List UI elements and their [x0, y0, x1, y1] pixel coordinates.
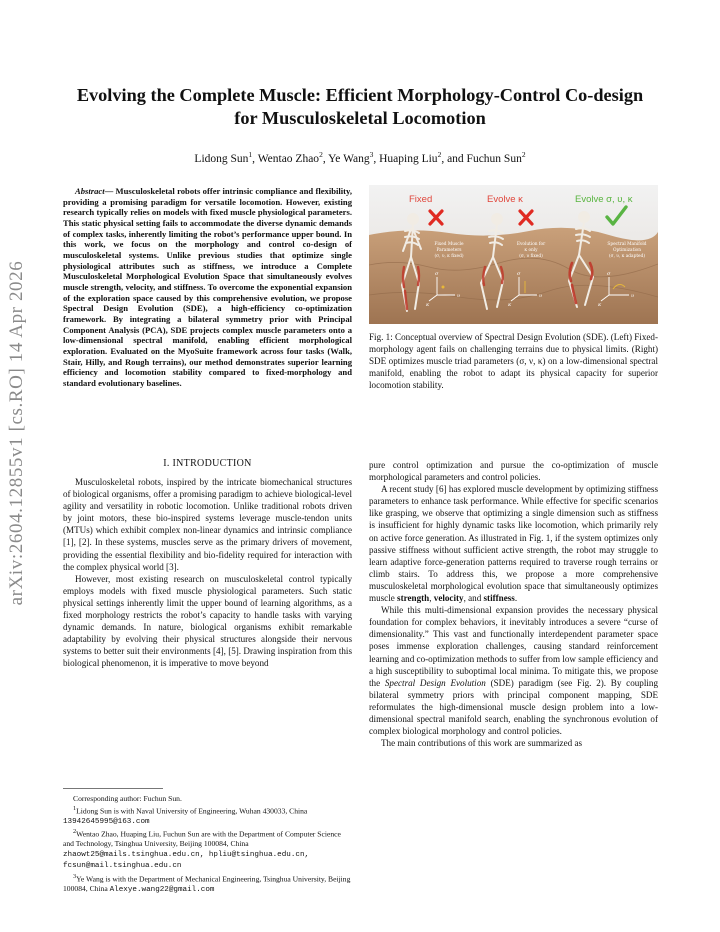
footnote-2: $^2$Wentao Zhao, Huaping Liu, Fuchun Sun are with the Department of Computer Science and Technology, Tsinghua University, Beijing 100084, China zhaowt25@mails.tsinghua.edu.cn, hpliu@tsinghua.edu.cn, fcsun@mail.tsinghua.edu.cn — [63, 828, 341, 871]
footnote-rule — [63, 788, 163, 789]
footnote-3-text: Ye Wang is with the Department of Mechanical Engineering, Tsinghua University, Beijing 100084, China — [63, 874, 351, 893]
figure-1 — [369, 185, 658, 324]
figure-1-caption: Fig. 1: Conceptual overview of Spectral Design Evolution (SDE). (Left) Fixed-morphology agent fails on challenging terrains due to physical limits. (Right) SDE optimizes muscle triad parameters (σ, ν, κ) on a low-dimensional spectral manifold, enabling the robot to adapt its physical capacity for superior locomotion stability. — [369, 332, 658, 391]
author-separator: , — [373, 152, 380, 165]
author-name: Lidong Sun — [194, 152, 249, 165]
intro-paragraph: Musculoskeletal robots, inspired by the intricate biomechanical structures of biological organisms, offer a promising paradigm to achieve biological-level agility and versatility in robotic locomotion. Unlike traditional robots driven by joint motors, these bio-inspired systems leverage muscle-tendon units (MTUs) which exhibit complex non-linear dynamics and intrinsic compliance [1], [2]. In these systems, muscles serve as the primary drivers of movement, providing the essential flexibility and bio-fidelity required for interaction with the complex physical world [3]. — [63, 477, 352, 572]
body-paragraph: A recent study [6] has explored muscle development by optimizing stiffness parameters to enhance task performance. While effective for specific scenarios like grasping, we observe that optimizing a single dimension such as stiffness is insufficient for highly dynamic tasks like locomotion, which primarily rely on active force generation. As illustrated in Fig. 1, if the system optimizes only passive stiffness without sufficient active strength, the robot may struggle to learn adaptive force-generation patterns required to traverse rough terrains or climb stairs. To address this, we propose a more comprehensive musculoskeletal morphological evolution space that simultaneously optimizes muscle strength, velocity, and stiffness. — [369, 484, 658, 604]
author-list — [60, 150, 660, 165]
box-text: (σ, υ, κ fixed) — [434, 254, 464, 259]
box-text: Optimization — [612, 248, 642, 253]
figure-label-fixed: Fixed — [409, 194, 433, 205]
author-name: Wentao Zhao — [257, 152, 320, 165]
author-affiliation: 1 — [248, 150, 253, 159]
box-text: Fixed Muscle — [434, 242, 464, 247]
axis-label: κ — [508, 302, 512, 308]
info-box-fixed — [434, 242, 464, 259]
author-affiliation: 2 — [521, 150, 526, 159]
author-name: Fuchun Sun — [466, 152, 522, 165]
axis-label: κ — [598, 302, 602, 308]
abstract — [63, 186, 352, 388]
axis-label: υ — [457, 293, 461, 299]
title-line-2: for Musculoskeletal Locomotion — [234, 108, 486, 128]
box-text: κ only — [524, 248, 538, 253]
footnote-2-text: Wentao Zhao, Huaping Liu, Fuchun Sun are with the Department of Computer Science and Technology, Tsinghua University, Beijing 100084, China — [63, 829, 341, 849]
author-separator: , and — [441, 152, 467, 165]
author-name: Ye Wang — [328, 152, 370, 165]
box-text: (σ, υ fixed) — [519, 254, 543, 259]
box-text: Parameters — [436, 248, 462, 253]
info-box-evolved — [607, 242, 646, 259]
axis-label: κ — [426, 302, 430, 308]
footnote-2-emails[interactable]: zhaowt25@mails.tsinghua.edu.cn, hpliu@tsinghua.edu.cn, fcsun@mail.tsinghua.edu.cn — [63, 850, 310, 871]
author-affiliation: 3 — [369, 150, 374, 159]
emphasis-stiffness: stiffness — [483, 593, 515, 604]
footnote-3: $^3$Ye Wang is with the Department of Mechanical Engineering, Tsinghua University, Beijing 100084, China Alexye.wang22@gmail.com — [63, 872, 351, 894]
footnote-3-email[interactable]: Alexye.wang22@gmail.com — [109, 885, 215, 894]
paper-title — [60, 84, 660, 130]
abstract-text: — Musculoskeletal robots offer intrinsic compliance and flexibility, providing a promising paradigm for versatile locomotion. However, existing research typically relies on models with fixed muscle physiological parameters. This static physical setting fails to accommodate the diverse dynamic demands of complex tasks, inherently limiting the robot’s performance upper bound. In this work, we focus on the morphology and control co-design of musculoskeletal systems. Unlike previous studies that optimize single physiological attributes such as stiffness, we introduce a Complete Musculoskeletal Morphological Evolution Space that simultaneously evolves muscle strength, velocity, and stiffness. To overcome the exponential expansion of the exploration space caused by this comprehensive evolution, we propose Spectral Design Evolution (SDE), a high-efficiency co-optimization framework. By integrating a bilateral symmetry prior with Principal Component Analysis (PCA), SDE projects complex muscle parameters onto a low-dimensional spectral manifold, enabling efficient morphological exploration. Evaluated on the MyoSuite framework across four tasks (Walk, Stair, Hilly, and Rough terrains), our method demonstrates superior learning efficiency and locomotion stability compared to fixed-morphology and standard evolutionary baselines. — [63, 186, 352, 388]
introduction-body — [63, 476, 352, 670]
author-separator: , — [322, 152, 329, 165]
axis-label: σ — [607, 271, 611, 277]
figure-1-illustration — [369, 185, 658, 324]
author-separator: , — [252, 152, 258, 165]
footnote-1: $^1$Lidong Sun is with Naval University of Engineering, Wuhan 430033, China 13942645995@163.com — [63, 804, 308, 826]
axis-label: υ — [539, 293, 543, 299]
figure-label-evolve-kappa: Evolve κ — [487, 194, 523, 205]
right-column-body — [369, 459, 658, 749]
section-heading-introduction: I. INTRODUCTION — [163, 458, 252, 469]
axis-label: σ — [517, 271, 521, 277]
footnotes — [63, 794, 352, 895]
footnote-corresponding: Corresponding author: Fuchun Sun. — [73, 794, 182, 803]
arxiv-stamp — [0, 0, 30, 932]
emphasis-sde: Spectral Design Evolution — [384, 677, 486, 688]
abstract-lead: Abstract — [75, 186, 105, 196]
title-line-1: Evolving the Complete Muscle: Efficient Morphology-Control Co-design — [76, 85, 644, 105]
body-paragraph: The main contributions of this work are summarized as — [381, 738, 583, 749]
emphasis-velocity: velocity — [433, 593, 464, 604]
axis-label: σ — [435, 271, 439, 277]
box-text: (σ, υ, κ adapted) — [608, 254, 646, 259]
author-name: Huaping Liu — [379, 152, 438, 165]
axis-label: υ — [631, 293, 635, 299]
box-text: Evolution for — [516, 242, 546, 247]
arxiv-identifier: arXiv:2604.12855v1 [cs.RO] 14 Apr 2026 — [6, 260, 27, 606]
box-text: Spectral Manifold — [607, 242, 647, 247]
footnote-1-text: Lidong Sun is with Naval University of Engineering, Wuhan 430033, China — [76, 806, 308, 816]
emphasis-strength: strength — [397, 593, 430, 604]
intro-paragraph: However, most existing research on musculoskeletal control typically employs models with fixed muscle physiological parameters. Such static physical settings inherently limit the upper bound of learning algorithms, as a fixed morphology restricts the robot’s capacity to handle tasks with varying dynamic demands. In nature, biological organisms exhibit remarkable adaptability by evolving their physical structures alongside their nervous systems to better suit their environments [4], [5]. Drawing inspiration from this biological phenomenon, it is imperative to move beyond — [63, 573, 352, 669]
author-affiliation: 2 — [437, 150, 442, 159]
figure-label-evolve-all: Evolve σ, υ, κ — [575, 194, 633, 205]
body-paragraph: pure control optimization and pursue the co-optimization of muscle morphological parameters and control policies. — [369, 460, 658, 483]
author-affiliation: 2 — [319, 150, 323, 159]
footnote-1-email[interactable]: 13942645995@163.com — [63, 817, 150, 826]
body-paragraph: While this multi-dimensional expansion provides the necessary physical foundation for complex behaviors, it inevitably introduces a severe “curse of dimensionality.” This vast and functionally interdependent parameter space poses immense exploration challenges, causing standard reinforcement learning and co-optimization methods to suffer from low sample efficiency and a high susceptibility to suboptimal local minima. To mitigate this, we propose the Spectral Design Evolution (SDE) paradigm (see Fig. 2). By coupling bilateral symmetry priors with principal component mapping, SDE reformulates the high-dimensional muscle design problem into a low-dimensional spectral manifold search, enabling the synchronous evolution of complex biological morphology and control policies. — [369, 605, 658, 737]
